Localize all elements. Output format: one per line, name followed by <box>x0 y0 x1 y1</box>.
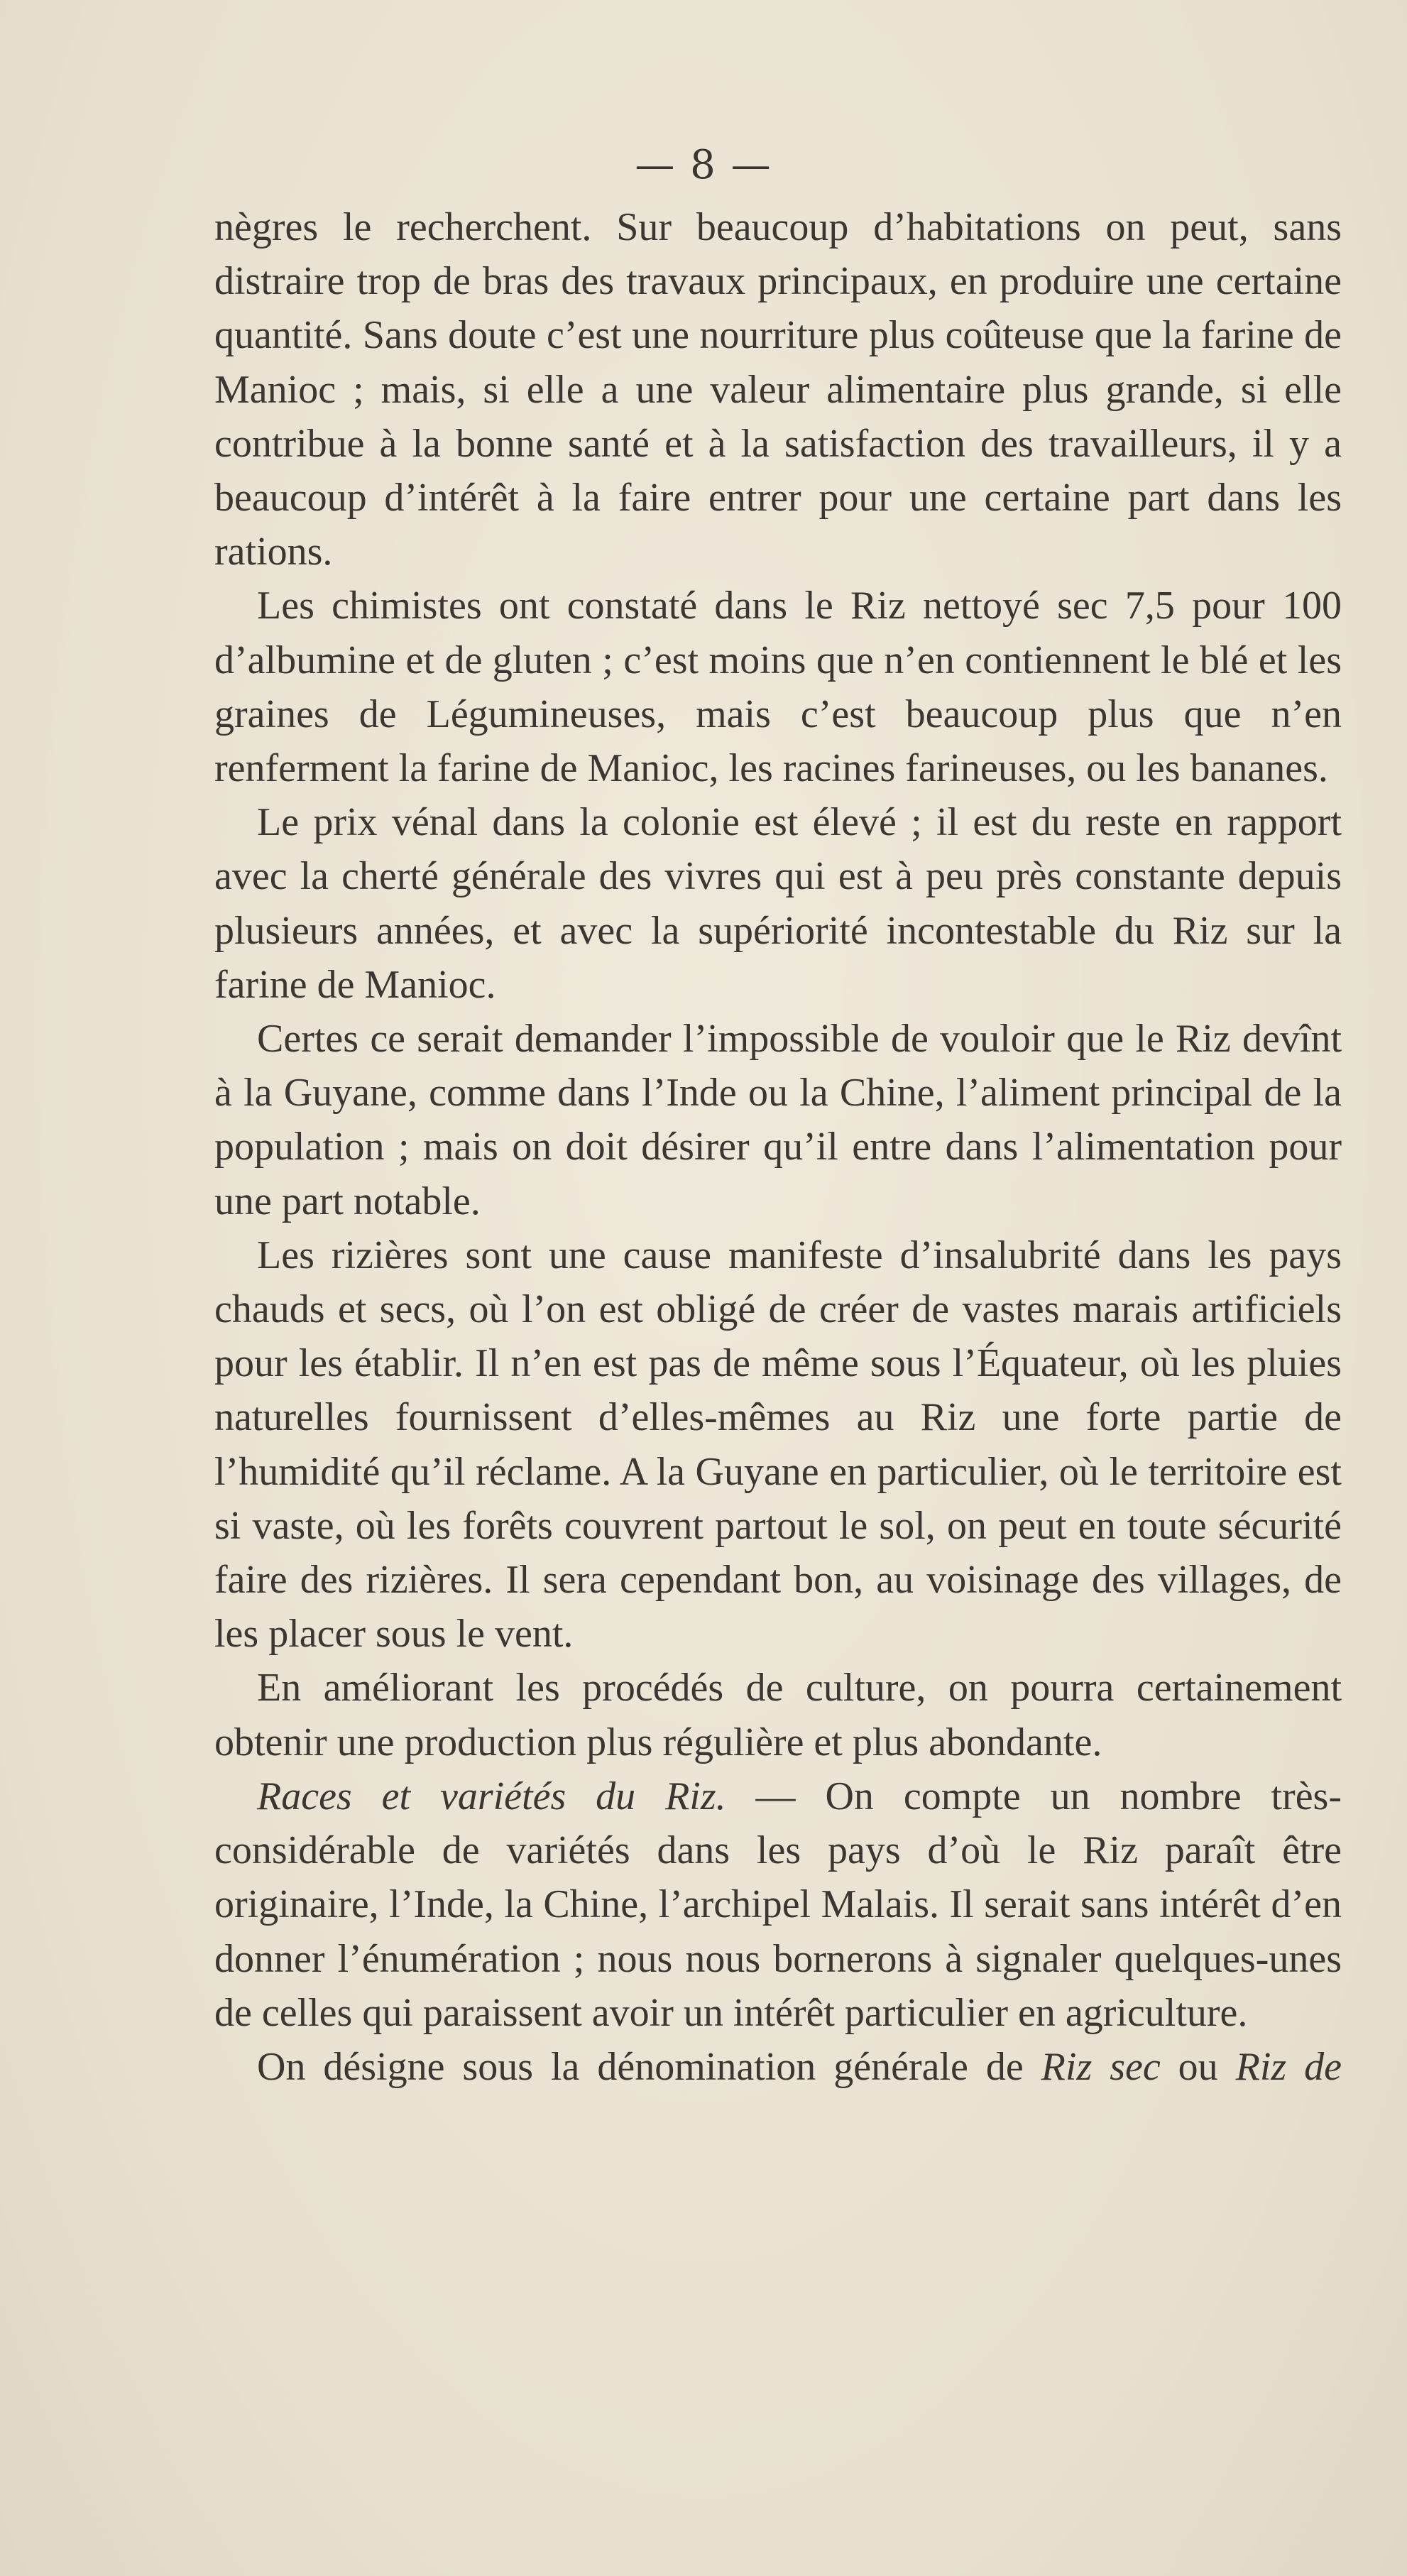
section-heading-races: Races et variétés du Riz. <box>257 1774 726 1818</box>
paragraph-prix: Le prix vénal dans la colonie est élevé ; il est du reste en rapport avec la cherté générale des vivres qui est à peu près constante depuis plusieurs années, et avec la supériorité incontestable du Riz sur la farine de Manioc. <box>214 800 1342 1007</box>
paragraph-rizieres: Les rizières sont une cause manifeste d’insalubrité dans les pays chauds et secs, où l’on est obligé de créer de vastes marais artificiels pour les établir. Il n’en est pas de même sous l’Équateur, où les pluies naturelles fournissent d’elles-mêmes au Riz une forte partie de l’humidité qu’il réclame. A la Guyane en particulier, où le territoire est si vaste, où les forêts couvrent partout le sol, on peut en toute sécurité faire des rizières. Il sera cependant bon, au voisinage des villages, de les placer sous le vent. <box>214 1233 1342 1657</box>
paragraph-certes: Certes ce serait demander l’impossible de vouloir que le Riz devînt à la Guyane, comme dans l’Inde ou la Chine, l’aliment principal de la population ; mais on doit désirer qu’il entre dans l’alimentation pour une part notable. <box>214 1017 1342 1223</box>
paragraph-races <box>214 1769 1342 2040</box>
paragraph-designe-ou: ou <box>1160 2044 1236 2089</box>
paragraph-ameliorant: En améliorant les procédés de culture, on pourra certainement obtenir une production plus régulière et plus abondante. <box>214 1666 1342 1764</box>
paragraph-albumine: Les chimistes ont constaté dans le Riz nettoyé sec 7,5 pour 100 d’albumine et de gluten ; c’est moins que n’en contiennent le blé et les graines de Légumineuses, mais c’est beaucoup plus que n’en renferment la farine de Manioc, les racines farineuses, ou les bananes. <box>214 584 1342 791</box>
body-text <box>214 200 1342 2094</box>
paragraph-designe <box>214 2040 1342 2094</box>
paragraph-races-text: — On compte un nombre très-considérable de variétés dans les pays d’où le Riz paraît être originaire, l’Inde, la Chine, l’archipel Malais. Il serait sans intérêt d’en donner l’énumération ; nous nous bornerons à signaler quelques-unes de celles qui paraissent avoir un intérêt particulier en agriculture. <box>214 1774 1342 2035</box>
term-riz-sec: Riz sec <box>1041 2044 1161 2089</box>
paragraph-designe-text: On désigne sous la dénomination générale de <box>257 2044 1041 2089</box>
term-riz-de: Riz de <box>1235 2044 1342 2089</box>
page-number: — 8 — <box>635 142 772 188</box>
paragraph-continued: nègres le recherchent. Sur beaucoup d’habitations on peut, sans distraire trop de bras des travaux principaux, en produire une certaine quantité. Sans doute c’est une nourriture plus coûteuse que la farine de Manioc ; mais, si elle a une valeur alimentaire plus grande, si elle contribue à la bonne santé et à la satisfaction des travailleurs, il y a beaucoup d’intérêt à la faire entrer pour une certaine part dans les rations. <box>214 205 1342 574</box>
